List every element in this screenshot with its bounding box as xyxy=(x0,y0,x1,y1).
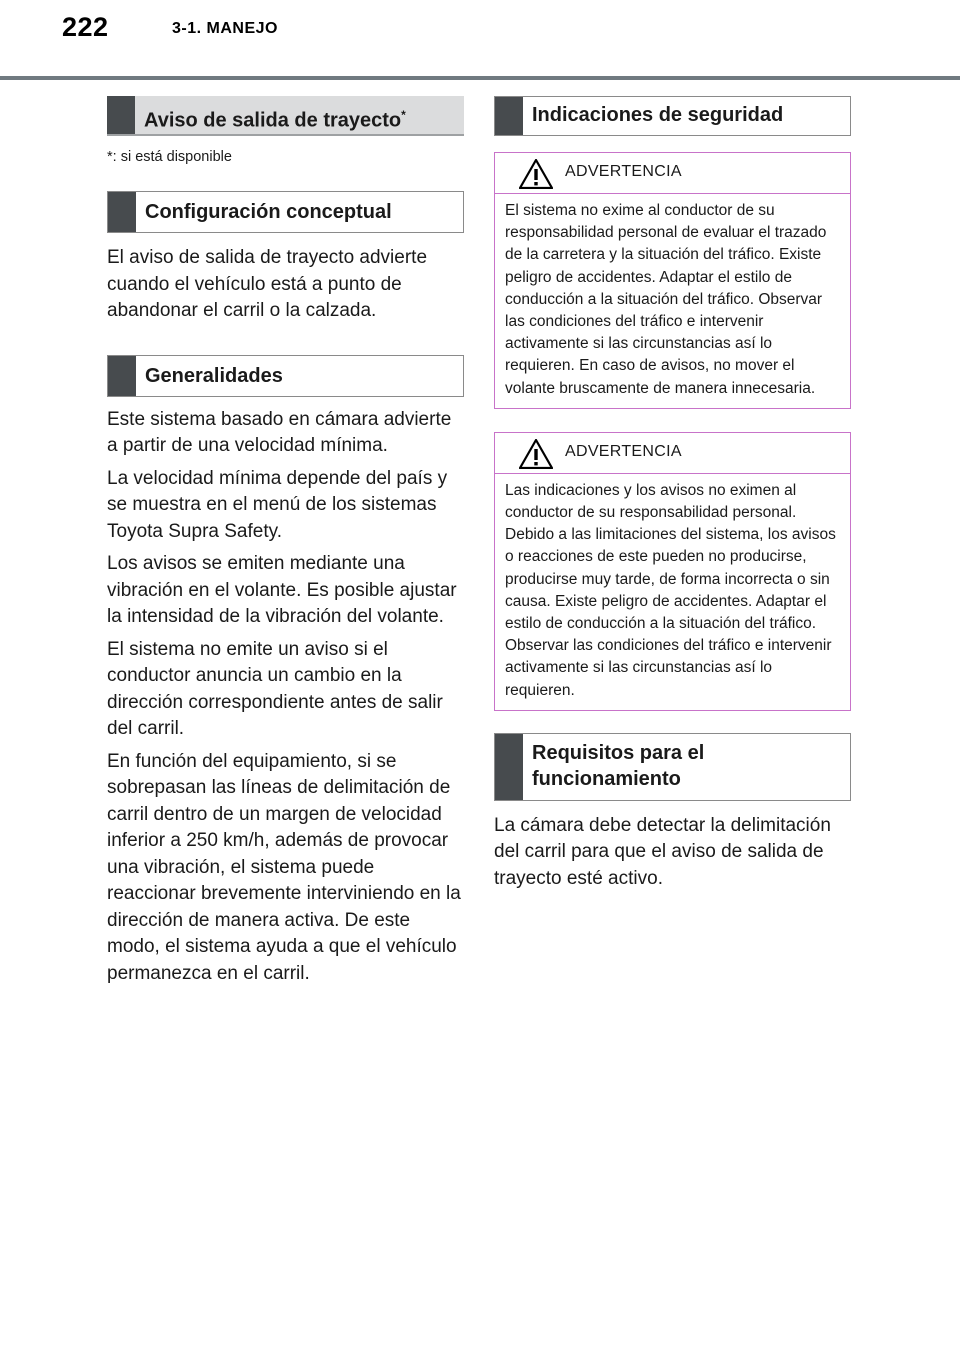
main-title-text: Aviso de salida de trayecto xyxy=(144,109,402,132)
safety-heading-text: Indicaciones de seguridad xyxy=(532,104,784,126)
page-header xyxy=(0,0,960,80)
general-paragraph: El sistema no emite un aviso si el conductor anuncia un cambio en la dirección correspondiente antes de salir del carril. xyxy=(107,638,443,739)
warning-box xyxy=(494,152,851,409)
availability-footnote: *: si está disponible xyxy=(107,149,232,165)
page-number: 222 xyxy=(62,12,109,42)
heading-bar xyxy=(495,734,523,800)
footnote-marker: * xyxy=(401,108,406,122)
concept-heading-text: Configuración conceptual xyxy=(145,201,392,223)
heading-bar xyxy=(495,97,523,135)
safety-heading xyxy=(494,96,851,136)
main-title xyxy=(107,96,464,136)
warning-triangle-icon xyxy=(519,159,553,189)
warning-box xyxy=(494,432,851,711)
left-column xyxy=(107,96,464,987)
warning-text: Las indicaciones y los avisos no eximen al conductor de su responsabilidad personal. Debido a las limitaciones del sistema, los avisos o reacciones de este pueden no producirse, producirse muy tarde, de forma incorrecta o sin causa. Existe peligro de accidentes. Adaptar el estilo de conducción a la situación del tráfico. Observar las condiciones del tráfico e intervenir activamente si las circunstancias así lo requieren. xyxy=(505,481,836,699)
general-paragraph: Este sistema basado en cámara advierte a partir de una velocidad mínima. xyxy=(107,408,452,456)
general-paragraph: En función del equipamiento, si se sobrepasan las líneas de delimitación de carril dentro de un margen de velocidad inferior a 250 km/h, además de provocar una vibración, el sistema puede reaccionar brevemente interviniendo en la dirección de manera activa. De este modo, el sistema ayuda a que el vehículo permanezca en el carril. xyxy=(107,750,461,984)
warning-title: ADVERTENCIA xyxy=(565,442,682,460)
general-paragraph: Los avisos se emiten mediante una vibración en el volante. Es posible ajustar la intensidad de la vibración del volante. xyxy=(107,553,457,627)
concept-heading xyxy=(107,191,464,233)
heading-bar xyxy=(107,96,135,134)
general-heading-text: Generalidades xyxy=(145,364,283,387)
warning-header xyxy=(495,153,850,194)
heading-bar xyxy=(108,356,136,396)
general-paragraph: La velocidad mínima depende del país y se muestra en el menú de los sistemas Toyota Supra Safety. xyxy=(107,467,448,542)
warning-header xyxy=(495,433,850,474)
right-column xyxy=(494,96,851,892)
requirements-paragraph: La cámara debe detectar la delimitación del carril para que el aviso de salida de trayecto esté activo. xyxy=(494,814,831,889)
requirements-heading xyxy=(494,733,851,801)
warning-title: ADVERTENCIA xyxy=(565,163,682,180)
warning-text: El sistema no exime al conductor de su responsabilidad personal de evaluar el trazado de la carretera y la situación del tráfico. Existe peligro de accidentes. Adaptar el estilo de conducción a la situación del tráfico. Observar las condiciones del tráfico e intervenir activamente si las circunstancias así lo requieren. En caso de avisos, no mover el volante bruscamente de manera innecesaria. xyxy=(505,202,827,397)
warning-triangle-icon xyxy=(519,439,553,469)
concept-paragraph: El aviso de salida de trayecto advierte cuando el vehículo está a punto de abandonar el carril o la calzada. xyxy=(107,247,428,321)
requirements-heading-text: Requisitos para el funcionamiento xyxy=(532,741,705,790)
section-label: 3-1. MANEJO xyxy=(172,20,278,37)
general-heading xyxy=(107,355,464,397)
header-rule xyxy=(0,76,960,80)
heading-bar xyxy=(108,192,136,232)
